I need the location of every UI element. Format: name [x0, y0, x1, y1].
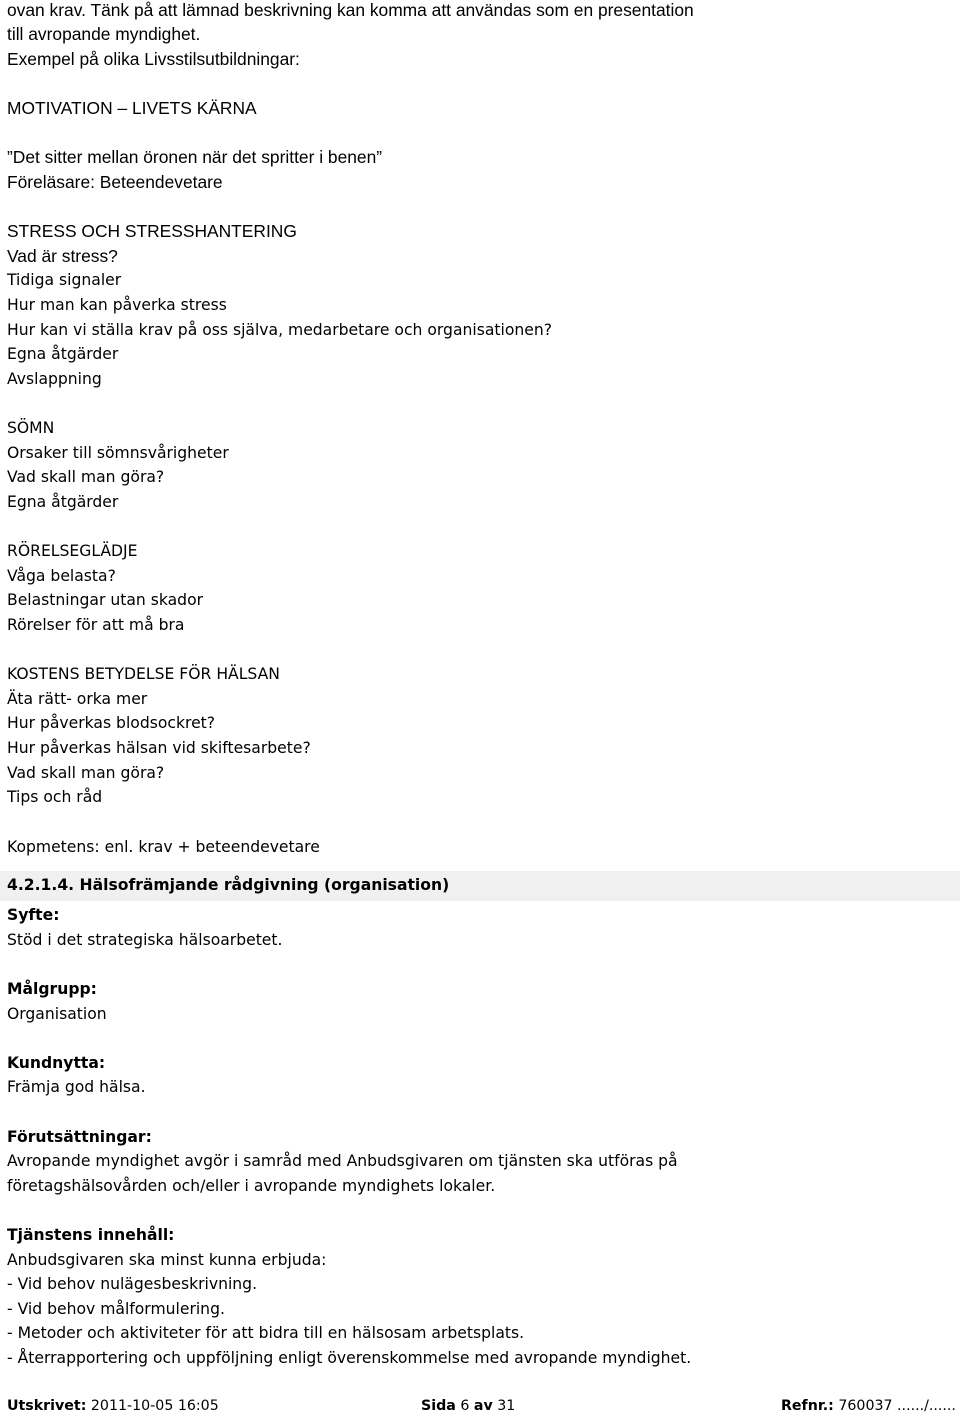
field-value-kundnytta: Främja god hälsa.: [7, 1078, 146, 1096]
section-heading: 4.2.1.4. Hälsofrämjande rådgivning (organisation): [7, 876, 450, 894]
footer-ref-value: 760037 ....../......: [838, 1398, 956, 1414]
text-line: Föreläsare: Beteendevetare: [7, 172, 223, 192]
text-line: Egna åtgärder: [7, 493, 119, 511]
field-label-malgrupp: Målgrupp:: [7, 980, 97, 998]
footer-page-of: av: [473, 1398, 493, 1414]
list-item: - Vid behov målformulering.: [7, 1300, 225, 1318]
list-item: - Metoder och aktiviteter för att bidra till en hälsosam arbetsplats.: [7, 1324, 525, 1342]
field-label-forutsattningar: Förutsättningar:: [7, 1128, 152, 1146]
text-line: Tidiga signaler: [7, 271, 122, 289]
text-line: Vad skall man göra?: [7, 468, 165, 486]
footer-page-current: 6: [460, 1398, 470, 1414]
course-title: SÖMN: [7, 419, 55, 437]
field-value-malgrupp: Organisation: [7, 1005, 107, 1023]
field-label-kundnytta: Kundnytta:: [7, 1054, 106, 1072]
footer-printed-value: 2011-10-05 16:05: [90, 1398, 219, 1414]
text-line: Hur påverkas blodsockret?: [7, 714, 216, 732]
text-line: Tips och råd: [7, 788, 103, 806]
text-line: Hur kan vi ställa krav på oss själva, medarbetare och organisationen?: [7, 321, 553, 339]
text-line: Hur påverkas hälsan vid skiftesarbete?: [7, 739, 311, 757]
field-value-forutsattningar: företagshälsovården och/eller i avropande myndighets lokaler.: [7, 1177, 496, 1195]
footer-printed: [7, 1396, 219, 1416]
course-quote: ”Det sitter mellan öronen när det spritter i benen”: [7, 147, 383, 167]
field-value-innehall: Anbudsgivaren ska minst kunna erbjuda:: [7, 1251, 327, 1269]
field-label-syfte: Syfte:: [7, 906, 60, 924]
text-line: Hur man kan påverka stress: [7, 296, 227, 314]
footer-ref-label: Refnr.:: [781, 1398, 834, 1414]
text-line: till avropande myndighet.: [7, 24, 201, 44]
course-title: RÖRELSEGLÄDJE: [7, 542, 138, 560]
field-value-forutsattningar: Avropande myndighet avgör i samråd med Anbudsgivaren om tjänsten ska utföras på: [7, 1152, 678, 1170]
course-title: STRESS OCH STRESSHANTERING: [7, 221, 297, 241]
footer-page-label: Sida: [421, 1398, 456, 1414]
course-title: MOTIVATION – LIVETS KÄRNA: [7, 98, 257, 118]
text-line: Egna åtgärder: [7, 345, 119, 363]
list-item: - Vid behov nulägesbeskrivning.: [7, 1275, 258, 1293]
page-footer: [0, 1396, 960, 1416]
field-value-syfte: Stöd i det strategiska hälsoarbetet.: [7, 931, 283, 949]
text-line: Vad är stress?: [7, 246, 118, 266]
footer-printed-label: Utskrivet:: [7, 1398, 87, 1414]
text-line: Exempel på olika Livsstilsutbildningar:: [7, 49, 300, 69]
course-title: KOSTENS BETYDELSE FÖR HÄLSAN: [7, 665, 280, 683]
field-label-innehall: Tjänstens innehåll:: [7, 1226, 175, 1244]
footer-page-number: [421, 1396, 515, 1416]
text-line: Rörelser för att må bra: [7, 616, 185, 634]
text-line: Kopmetens: enl. krav + beteendevetare: [7, 838, 320, 856]
text-line: ovan krav. Tänk på att lämnad beskrivning kan komma att användas som en presentation: [7, 0, 694, 20]
text-line: Äta rätt- orka mer: [7, 690, 148, 708]
footer-page-total: 31: [497, 1398, 516, 1414]
text-line: Orsaker till sömnsvårigheter: [7, 444, 229, 462]
footer-reference: [781, 1396, 956, 1416]
text-line: Avslappning: [7, 370, 102, 388]
text-line: Vad skall man göra?: [7, 764, 165, 782]
text-line: Våga belasta?: [7, 567, 116, 585]
text-line: Belastningar utan skador: [7, 591, 204, 609]
list-item: - Återrapportering och uppföljning enligt överenskommelse med avropande myndighet.: [7, 1349, 692, 1367]
